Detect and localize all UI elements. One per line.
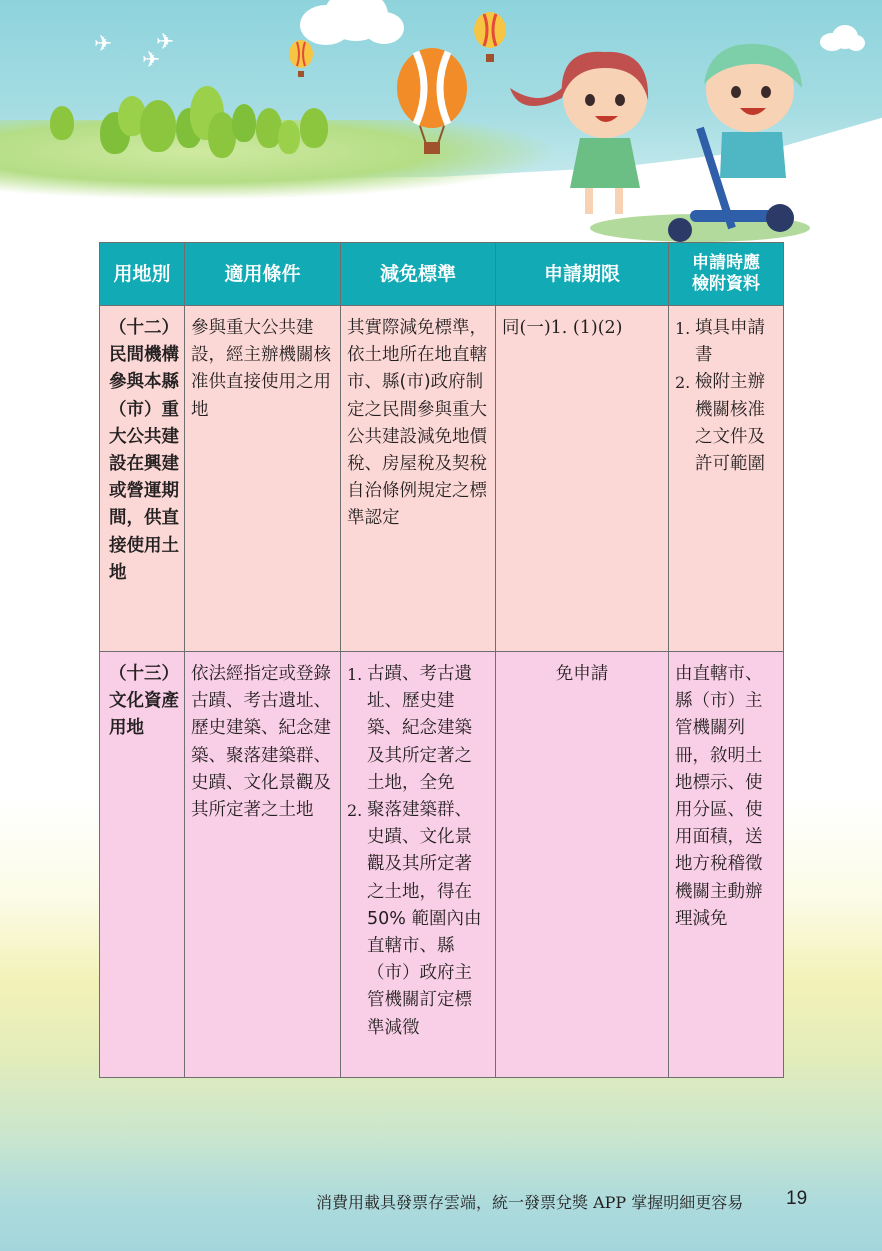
documents-text: 由直轄市、縣（市）主管機關列冊，敘明土地標示、使用分區、使用面積，送地方稅稽徵機關主動辦理減免 (675, 664, 763, 929)
header-conditions: 適用條件 (185, 243, 341, 306)
deadline-text: 免申請 (555, 664, 609, 684)
list-item: 2. 檢附主辦機關核准之文件及許可範圍 (675, 372, 765, 475)
footer-tagline: 消費用載具發票存雲端，統一發票兌獎 APP 掌握明細更容易 (316, 1193, 744, 1212)
documents-cell (669, 306, 784, 652)
hot-air-balloon-large (394, 48, 470, 158)
header-relief-standard: 減免標準 (341, 243, 496, 306)
documents-list (675, 315, 777, 478)
documents-cell (669, 652, 784, 1078)
standard-list (347, 661, 489, 1042)
deadline-cell (496, 652, 669, 1078)
list-item: 2. 聚落建築群、史蹟、文化景觀及其所定著之土地，得在50% 範圍內由直轄市、縣（市）政府主管機關訂定標準減徵 (347, 800, 482, 1038)
page-number: 19 (786, 1188, 808, 1209)
category-label: （十二）民間機構參與本縣（市）重大公共建設在興建或營運期間，供直接使用土地 (109, 318, 179, 583)
condition-text: 依法經指定或登錄古蹟、考古遺址、歷史建築、紀念建築、聚落建築群、史蹟、文化景觀及其所定著之土地 (191, 664, 331, 821)
category-cell (100, 652, 185, 1078)
header-required-documents: 申請時應檢附資料 (669, 243, 784, 306)
table-row (100, 652, 784, 1078)
list-item: 1. 古蹟、考古遺址、歷史建築、紀念建築及其所定著之土地，全免 (347, 664, 472, 793)
cloud-right (818, 24, 866, 54)
hot-air-balloon-small (287, 40, 315, 80)
deadline-cell (496, 306, 669, 652)
tax-relief-table (99, 242, 784, 1078)
table-row (100, 306, 784, 652)
header-land-type: 用地別 (100, 243, 185, 306)
cartoon-kids-illustration (500, 28, 820, 248)
condition-cell (185, 306, 341, 652)
category-label: （十三）文化資產用地 (109, 664, 179, 739)
bird-icon: ✈ (156, 30, 175, 55)
bird-icon: ✈ (94, 32, 113, 57)
standard-cell (341, 306, 496, 652)
standard-text: 其實際減免標準，依土地所在地直轄市、縣(市)政府制定之民間參與重大公共建設減免地價稅、房屋稅及契稅自治條例規定之標準認定 (347, 318, 487, 529)
standard-cell (341, 652, 496, 1078)
header-deadline: 申請期限 (496, 243, 669, 306)
category-cell (100, 306, 185, 652)
list-item: 1. 填具申請書 (675, 318, 765, 366)
condition-text: 參與重大公共建設，經主辦機關核准供直接使用之用地 (191, 318, 331, 420)
condition-cell (185, 652, 341, 1078)
bird-icon: ✈ (142, 48, 161, 73)
deadline-text: 同(一)1. (1)(2) (502, 318, 623, 338)
table-header-row (100, 243, 784, 306)
